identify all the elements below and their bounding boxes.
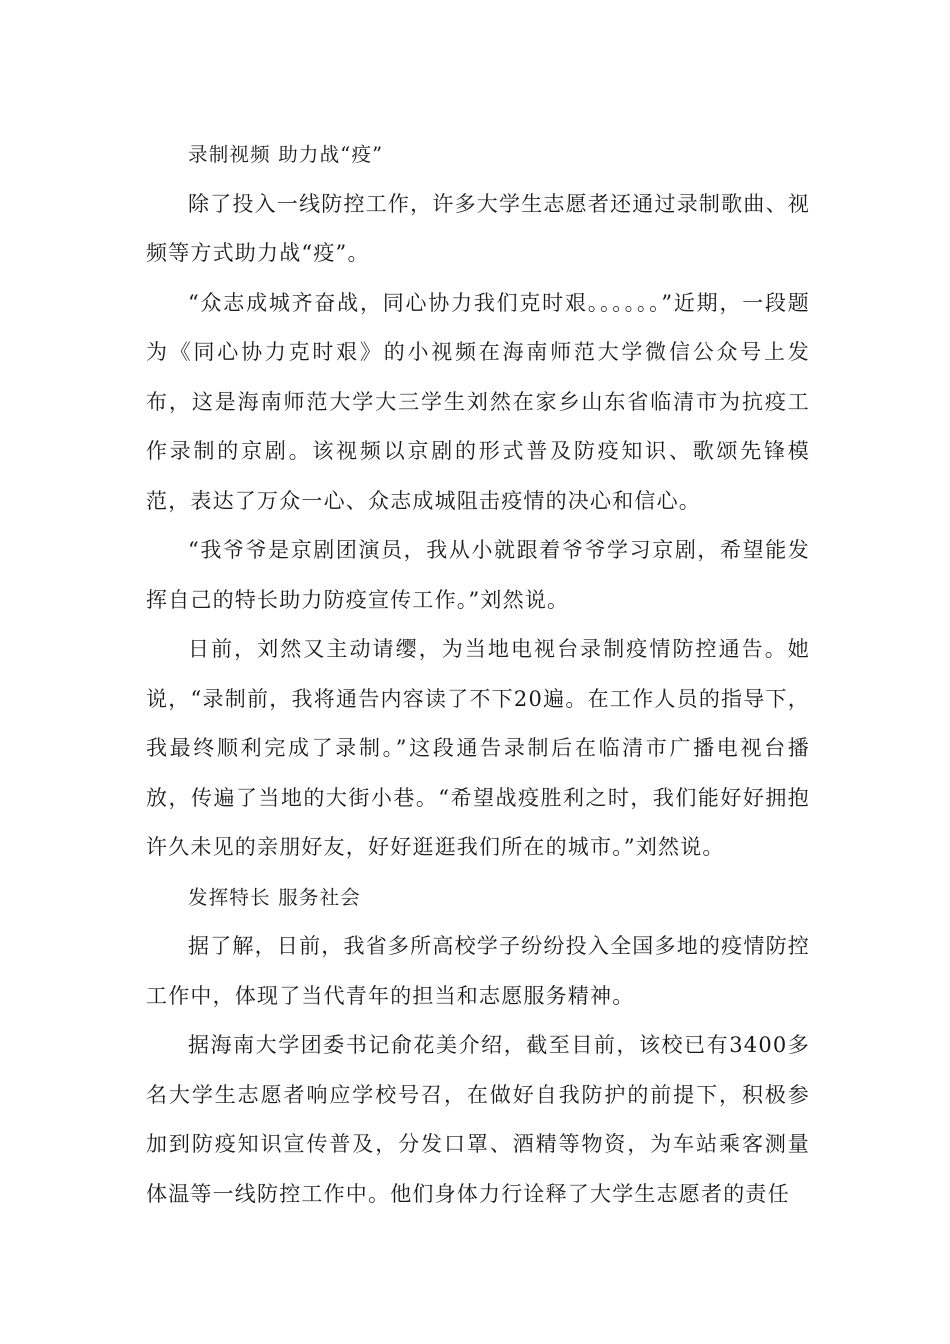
paragraph: 据海南大学团委书记俞花美介绍，截至目前，该校已有3400多名大学生志愿者响应学校号召，在做好自我防护的前提下，积极参加到防疫知识宣传普及，分发口罩、酒精等物资，为车站乘客测量体温等一线防控工作中。他们身体力行诠释了大学生志愿者的责任 [146, 1033, 810, 1206]
section-heading-recording: 录制视频 助力战“疫” [188, 143, 384, 166]
paragraph: 除了投入一线防控工作，许多大学生志愿者还通过录制歌曲、视频等方式助力战“疫”。 [146, 191, 810, 265]
section-heading-service: 发挥特长 服务社会 [188, 885, 361, 909]
paragraph: 日前，刘然又主动请缨，为当地电视台录制疫情防控通告。她说，“录制前，我将通告内容读了不下20遍。在工作人员的指导下，我最终顺利完成了录制。”这段通告录制后在临清市广播电视台播放，传遍了当地的大街小巷。“希望战疫胜利之时，我们能好好拥抱许久未见的亲朋好友，好好逛逛我们所在的城市。”刘然说。 [146, 637, 810, 859]
paragraph: “众志成城齐奋战，同心协力我们克时艰。。。。。。”近期，一段题为《同心协力克时艰》的小视频在海南师范大学微信公众号上发布，这是海南师范大学大三学生刘然在家乡山东省临清市为抗疫工作录制的京剧。该视频以京剧的形式普及防疫知识、歌颂先锋模范，表达了万众一心、众志成城阻击疫情的决心和信心。 [146, 290, 810, 513]
paragraph: “我爷爷是京剧团演员，我从小就跟着爷爷学习京剧，希望能发挥自己的特长助力防疫宣传工作。”刘然说。 [146, 538, 810, 612]
paragraph: 据了解，日前，我省多所高校学子纷纷投入全国多地的疫情防控工作中，体现了当代青年的担当和志愿服务精神。 [146, 934, 810, 1008]
document-body [146, 130, 810, 1219]
